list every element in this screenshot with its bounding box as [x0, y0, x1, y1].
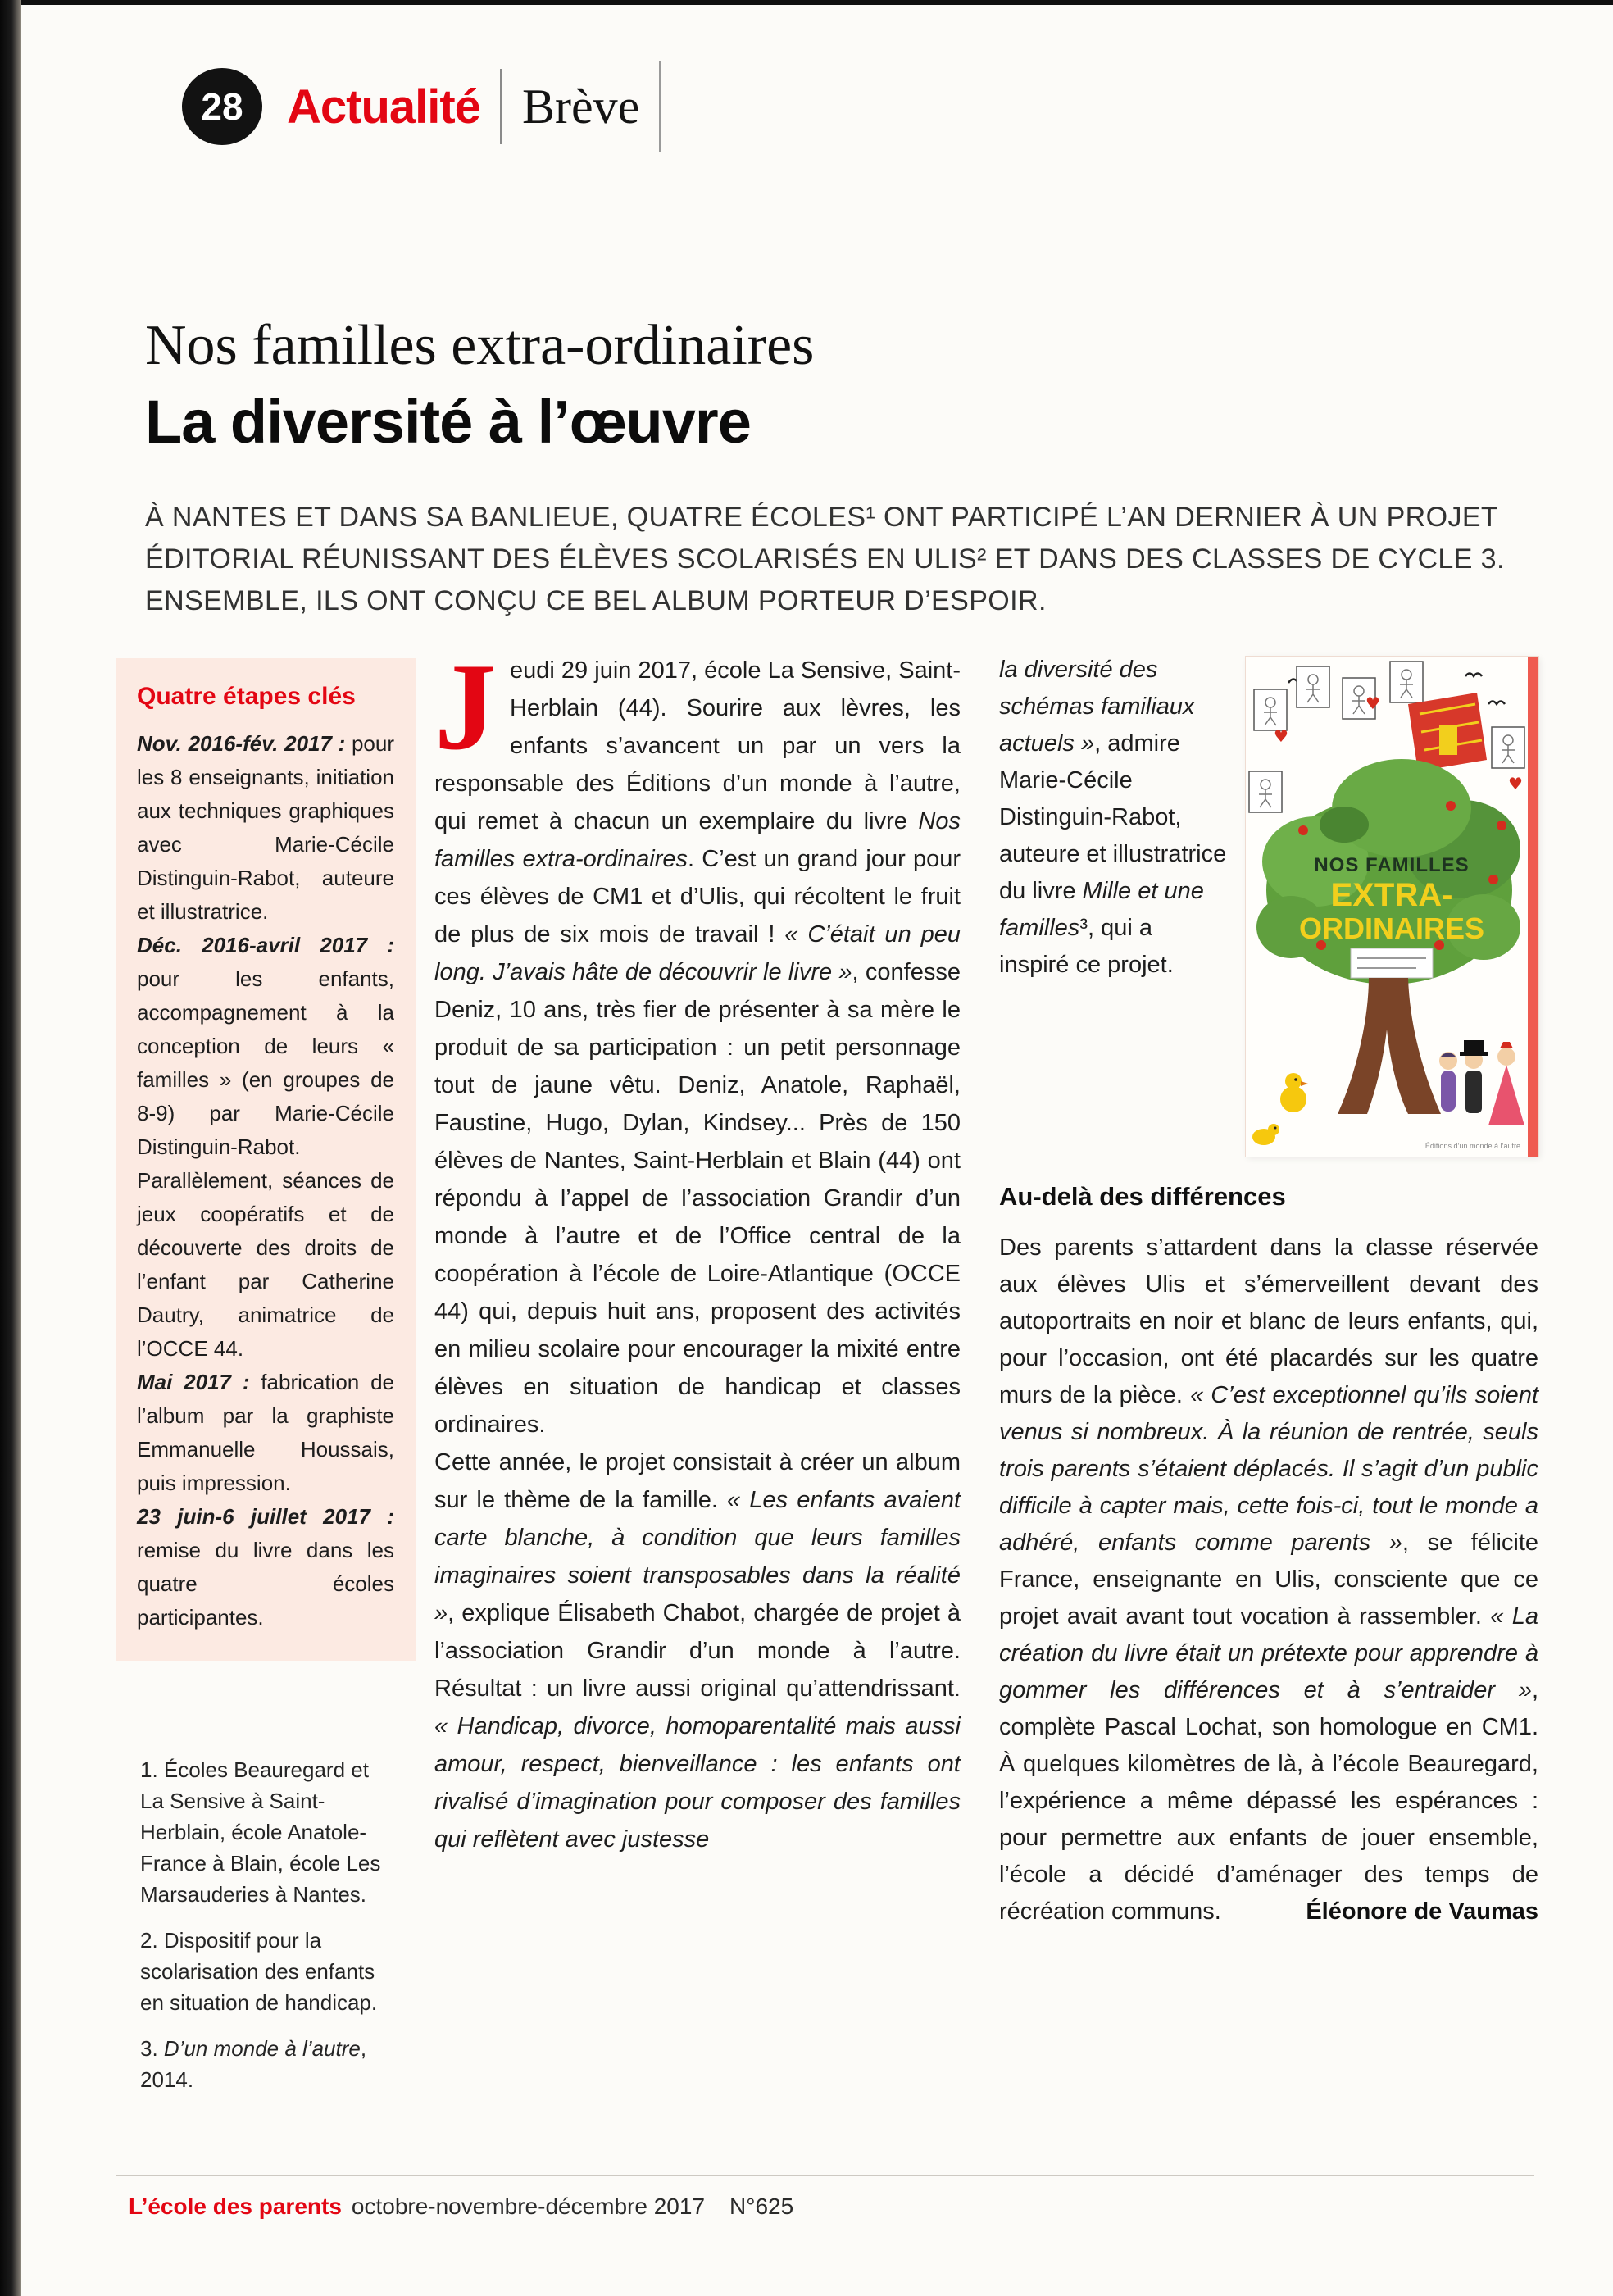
- article-paragraph: [999, 1230, 1538, 1930]
- page-header: [182, 64, 681, 149]
- cover-publisher: Éditions d’un monde à l’autre: [1424, 1142, 1520, 1150]
- paragraph-text: Cette année, le projet consistait à créer un album sur le thème de la famille. « Les enfants avaient carte blanche, à condition que leurs familles imaginaires soient transposables dans la réalité », explique Élisabeth Chabot, chargée de projet à l’association Grandir d’un monde à l’autre. Résultat : un livre aussi original qu’attendrissant. « Handicap, divorce, homoparentalité mais aussi amour, respect, bienveillance : les enfants ont rivalisé d’imagination pour composer des familles qui reflètent avec justesse: [434, 1449, 961, 1853]
- purple-figure: [1439, 1052, 1457, 1112]
- article-column-2: [999, 652, 1538, 1930]
- scan-edge-left: [0, 0, 21, 2296]
- cover-title-line1: NOS FAMILLES: [1314, 854, 1470, 876]
- key-steps-box: [116, 658, 416, 1661]
- footnotes: [140, 1754, 386, 2110]
- magazine-brand: L’école des parents: [129, 2194, 342, 2219]
- svg-text:♥: ♥: [1274, 726, 1288, 746]
- paragraph-text: eudi 29 juin 2017, école La Sensive, Saint-Herblain (44). Sourire aux lèvres, les enfants s’avancent un par un vers la responsable des Éditions d’un monde à l’autre, qui remet à chacun un exemplaire du livre Nos familles extra-ordinaires. C’est un grand jour pour ces élèves de CM1 et d’Ulis, qui récoltent le fruit de plus de six mois de travail ! « C’était un peu long. J’avais hâte de découvrir le livre », confesse Deniz, 10 ans, très fier de présenter à sa mère le produit de sa participation : un petit personnage tout de jaune vêtu. Deniz, Anatole, Raphaël, Faustine, Hugo, Dylan, Kindsey... Près de 150 élèves de Nantes, Saint-Herblain et Blain (44) ont répondu à l’appel de l’association Grandir d’un monde à l’autre et de l’Office central de la coopération à l’école de Loire-Atlantique (OCCE 44) qui, depuis huit ans, proposent des activités en milieu scolaire pour encourager la mixité entre élèves en situation de handicap et classes ordinaires.: [434, 657, 961, 1438]
- cover-edge-strip: [1528, 657, 1538, 1157]
- page-footer: [129, 2194, 793, 2220]
- svg-text:♥: ♥: [1365, 693, 1380, 713]
- scan-edge-top: [0, 0, 1613, 5]
- footnote: 3. D’un monde à l’autre, 2014.: [140, 2036, 367, 2092]
- divider: [500, 69, 502, 144]
- cover-title-line3: ORDINAIRES: [1298, 912, 1485, 945]
- rubric-label: Brève: [521, 79, 640, 134]
- page-number-badge: 28: [182, 68, 262, 145]
- paragraph-text: Des parents s’attardent dans la classe réservée aux élèves Ulis et s’émerveillent devant des autoportraits en noir et blanc de leurs enfants, qui, pour l’occasion, ont été placardés sur les quatre murs de la pièce. « C’est exceptionnel qu’ils soient venus si nombreux. À la réunion de rentrée, seuls trois parents s’étaient déplacés. Il s’agit d’un public difficile à capter mais, cette fois-ci, tout le monde a adhéré, enfants comme parents », se félicite France, enseignante en Ulis, consciente que ce projet avait avant tout vocation à rassembler. « La création du livre était un prétexte pour apprendre à gommer les différences et à s’entraider », complète Pascal Lochat, son homologue en CM1. À quelques kilomètres de là, à l’école Beauregard, l’expérience a même dépassé les espérances : pour permettre aux enfants de jouer ensemble, l’école a décidé d’aménager des temps de récréation communs.: [999, 1234, 1539, 1925]
- issue-number: N°625: [729, 2194, 794, 2219]
- key-step-item: Déc. 2016-avril 2017 : pour les enfants, accompagnement à la conception de leurs « familles » (en groupes de 8-9) par Marie-Cécile Distinguin-Rabot. Parallèlement, séances de jeux coopératifs et de découverte des droits de l’enfant par Catherine Dautry, animatrice de l’OCCE 44.: [137, 933, 394, 1361]
- standfirst: À NANTES ET DANS SA BANLIEUE, QUATRE ÉCOLES¹ ONT PARTICIPÉ L’AN DERNIER À UN PROJET ÉDITORIAL RÉUNISSANT DES ÉLÈVES SCOLARISÉS EN ULIS² ET DANS DES CLASSES DE CYCLE 3. ENSEMBLE, ILS ONT CONÇU CE BEL ALBUM PORTEUR D’ESPOIR.: [145, 502, 1505, 616]
- section-label: Actualité: [287, 80, 480, 134]
- key-steps-title: Quatre étapes clés: [137, 683, 356, 710]
- drop-cap: J: [434, 638, 497, 775]
- article-paragraph: [434, 638, 961, 1444]
- footer-rule: [116, 2175, 1534, 2176]
- house-icon: [1408, 693, 1487, 771]
- key-step-item: 23 juin-6 juillet 2017 : remise du livre dans les quatre écoles participantes.: [137, 1504, 394, 1630]
- svg-text:♥: ♥: [1508, 774, 1523, 793]
- footnote: 1. Écoles Beauregard et La Sensive à Saint-Herblain, école Anatole-France à Blain, école Les Marsauderies à Nantes.: [140, 1757, 381, 1907]
- paragraph-text: la diversité des schémas familiaux actuels », admire Marie-Cécile Distinguin-Rabot, auteure et illustratrice du livre Mille et une familles³, qui a inspiré ce projet.: [999, 657, 1227, 978]
- page-title: La diversité à l’œuvre: [145, 388, 751, 456]
- key-step-item: Nov. 2016-fév. 2017 : pour les 8 enseignants, initiation aux techniques graphiques avec Marie-Cécile Distinguin-Rabot, auteure et illustratrice.: [137, 731, 394, 924]
- divider: [659, 61, 661, 152]
- article-paragraph: [434, 1444, 961, 1858]
- footnote: 2. Dispositif pour la scolarisation des enfants en situation de handicap.: [140, 1928, 378, 2015]
- key-step-item: Mai 2017 : fabrication de l’album par la graphiste Emmanuelle Houssais, puis impression.: [137, 1370, 394, 1495]
- book-cover-illustration: [1246, 657, 1538, 1157]
- subheading: Au-delà des différences: [999, 1182, 1286, 1211]
- kicker-title: Nos familles extra-ordinaires: [145, 314, 815, 377]
- book-cover: [1246, 657, 1538, 1157]
- cover-title-line2: EXTRA-: [1330, 877, 1453, 913]
- cover-label: [1351, 948, 1433, 978]
- issue-date: octobre-novembre-décembre 2017: [351, 2194, 706, 2219]
- article-column-1: [434, 638, 961, 1858]
- byline: Éléonore de Vaumas: [1306, 1898, 1538, 1925]
